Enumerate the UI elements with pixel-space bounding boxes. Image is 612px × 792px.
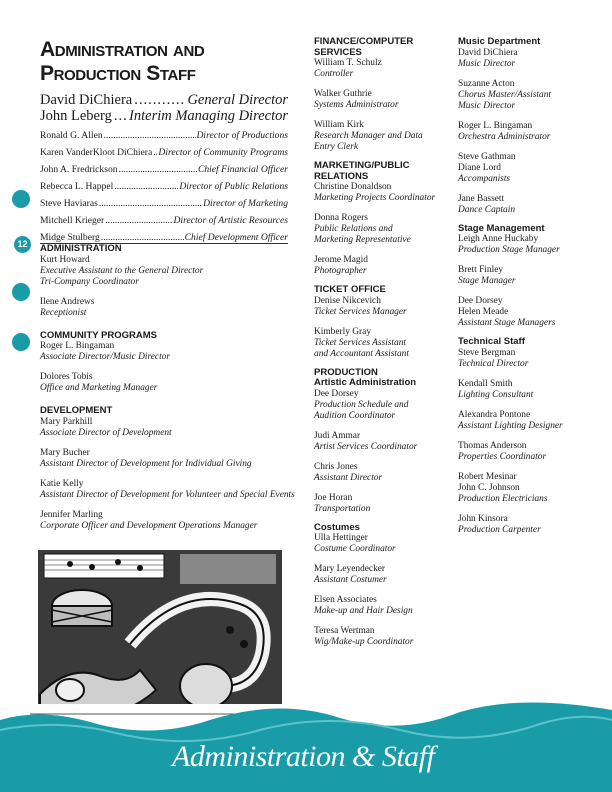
director-row	[40, 164, 288, 175]
director-name: Steve Haviaras	[40, 198, 98, 209]
staff-role: Artist Services Coordinator	[314, 441, 418, 452]
staff-role: Chorus Master/Assistant	[458, 89, 551, 100]
page-number-badge: 12	[14, 236, 31, 253]
leader-row	[40, 108, 288, 125]
leader-name: David DiChiera	[40, 92, 133, 108]
director-name: John A. Fredrickson	[40, 164, 118, 175]
leader-title: Interim Managing Director	[129, 108, 288, 124]
staff-name: Dee Dorsey	[458, 296, 503, 306]
staff-role: and Accountant Assistant	[314, 348, 409, 359]
staff-name: Katie Kelly	[40, 478, 84, 489]
director-row	[40, 198, 288, 209]
director-name: Karen VanderKloot DiChiera	[40, 147, 153, 158]
staff-role: Controller	[314, 69, 354, 79]
staff-role: Dance Captain	[458, 204, 516, 215]
section-heading: SERVICES	[314, 46, 362, 58]
staff-name: David DiChiera	[458, 47, 518, 58]
section-heading: Technical Staff	[458, 336, 525, 347]
staff-role: Make-up and Hair Design	[314, 606, 413, 616]
staff-role: Assistant Stage Managers	[458, 318, 556, 328]
director-row	[40, 147, 288, 158]
staff-role: Photographer	[314, 266, 367, 276]
staff-name: Ilene Andrews	[40, 296, 95, 307]
staff-role: Stage Manager	[458, 276, 516, 286]
staff-name: Kendall Smith	[458, 378, 513, 389]
section-heading: Stage Management	[458, 222, 545, 234]
staff-name: Ulla Hettinger	[314, 533, 368, 543]
staff-name: Chris Jones	[314, 461, 358, 472]
section-heading: TICKET OFFICE	[314, 284, 386, 295]
director-name: Mitchell Krieger	[40, 215, 105, 226]
staff-role: Research Manager and Data	[314, 131, 423, 141]
staff-role: Assistant Lighting Designer	[458, 420, 563, 431]
director-title: Director of Artistic Resources	[173, 215, 288, 226]
section-heading: ADMINISTRATION	[40, 243, 122, 254]
staff-name: Jennifer Marling	[40, 509, 103, 520]
staff-name: John C. Johnson	[458, 482, 520, 493]
decorative-dot	[12, 190, 30, 208]
staff-name: Diane Lord	[458, 162, 501, 173]
staff-name: Roger L. Bingaman	[458, 120, 533, 131]
staff-role: Marketing Representative	[314, 235, 411, 245]
staff-name: Denise Nikcevich	[314, 295, 381, 306]
staff-name: Brett Finley	[458, 265, 504, 275]
director-name: Ronald G. Allen	[40, 130, 103, 141]
leader-title: General Director	[187, 92, 288, 108]
staff-role: Assistant Director	[314, 472, 383, 483]
staff-role: Office and Marketing Manager	[40, 383, 158, 393]
staff-name: Kurt Howard	[40, 254, 90, 265]
column-right	[458, 37, 608, 545]
column-middle	[314, 37, 439, 657]
staff-name: Jerome Magid	[314, 255, 368, 265]
page-title-line-1: Administration and	[40, 38, 205, 61]
staff-name: Dolores Tobis	[40, 372, 93, 382]
staff-role: Accompanists	[458, 173, 511, 184]
column-left	[40, 244, 300, 541]
staff-role: Associate Director/Music Director	[40, 352, 171, 362]
staff-name: Walker Guthrie	[314, 89, 372, 99]
staff-name: Dee Dorsey	[314, 388, 359, 399]
staff-role: Ticket Services Manager	[314, 306, 407, 317]
staff-name: William T. Schulz	[314, 58, 382, 68]
director-title: Director of Community Programs	[158, 147, 288, 158]
staff-role: Technical Director	[458, 358, 529, 369]
subsection-heading: Artistic Administration	[314, 377, 417, 388]
staff-name: Joe Horan	[314, 492, 353, 503]
director-name: Midge Stulberg	[40, 232, 100, 243]
director-title: Director of Public Relations	[179, 181, 288, 192]
staff-role: Ticket Services Assistant	[314, 337, 407, 348]
staff-name: Leigh Anne Huckaby	[458, 234, 539, 244]
staff-role: Wig/Make-up Coordinator	[314, 637, 414, 647]
staff-role: Systems Administrator	[314, 100, 399, 110]
director-name: Rebecca L. Happel	[40, 181, 114, 192]
section-heading: MARKETING/PUBLIC	[314, 160, 410, 171]
staff-name: John Kinsora	[458, 513, 508, 524]
director-title: Director of Productions	[196, 130, 288, 141]
staff-role: Marketing Projects Coordinator	[314, 193, 436, 203]
staff-role: Music Director	[458, 100, 516, 111]
staff-name: Elsen Associates	[314, 595, 377, 605]
staff-role: Public Relations and	[314, 224, 393, 234]
section-heading: Music Department	[458, 36, 541, 47]
staff-role: Production Stage Manager	[458, 245, 560, 255]
staff-role: Music Director	[458, 58, 516, 69]
staff-role: Production Carpenter	[458, 524, 541, 535]
staff-name: Robert Mesinar	[458, 471, 517, 482]
page-title-line-2: Production Staff	[40, 62, 196, 85]
leader-name: John Leberg	[40, 108, 112, 124]
staff-role: Production Electricians	[458, 493, 548, 504]
staff-name: Christine Donaldson	[314, 182, 392, 192]
staff-name: Mary Parkhill	[40, 416, 93, 427]
staff-role: Assistant Director of Development for Individual Giving	[40, 458, 252, 469]
staff-name: Jane Bassett	[458, 193, 505, 204]
staff-name: Donna Rogers	[314, 213, 368, 223]
staff-name: William Kirk	[314, 120, 364, 130]
staff-name: Mary Bucher	[40, 447, 90, 458]
staff-role: Costume Coordinator	[314, 544, 396, 554]
director-row	[40, 215, 288, 226]
staff-name: Alexandra Pontone	[458, 409, 531, 420]
staff-role: Corporate Officer and Development Operations Manager	[40, 520, 258, 531]
staff-role: Transportation	[314, 503, 371, 514]
footer-title: Administration & Staff	[172, 740, 435, 773]
staff-role: Associate Director of Development	[40, 427, 172, 438]
director-row	[40, 181, 288, 192]
staff-role: Receptionist	[40, 307, 87, 318]
section-heading: RELATIONS	[314, 170, 369, 182]
staff-name: Judi Ammar	[314, 430, 361, 441]
staff-name: Steve Gathman	[458, 151, 516, 162]
staff-role: Lighting Consultant	[458, 389, 534, 400]
staff-name: Thomas Anderson	[458, 440, 527, 451]
staff-name: Teresa Wertman	[314, 626, 375, 636]
decorative-dot	[12, 333, 30, 351]
staff-role: Assistant Director of Development for Volunteer and Special Events	[40, 489, 295, 500]
staff-name: Helen Meade	[458, 307, 509, 317]
director-row	[40, 130, 288, 141]
director-title: Director of Marketing	[203, 198, 288, 209]
staff-role: Executive Assistant to the General Director	[40, 265, 204, 276]
subsection-heading: Costumes	[314, 521, 360, 533]
page-title	[40, 38, 280, 86]
director-title: Chief Financial Officer	[197, 164, 288, 175]
staff-role: Entry Clerk	[314, 142, 359, 152]
decorative-dot	[12, 283, 30, 301]
section-heading: DEVELOPMENT	[40, 405, 113, 416]
staff-role: Production Schedule and	[314, 399, 409, 410]
staff-name: Mary Leyendecker	[314, 564, 386, 574]
director-title: Chief Development Officer	[184, 232, 288, 243]
staff-role: Orchestra Administrator	[458, 131, 551, 142]
staff-role: Properties Coordinator	[458, 451, 547, 462]
staff-name: Steve Bergman	[458, 347, 516, 358]
director-row	[40, 232, 288, 243]
leader-row	[40, 92, 288, 109]
staff-name: Roger L. Bingaman	[40, 341, 115, 351]
section-heading: FINANCE/COMPUTER	[314, 36, 414, 47]
staff-role: Audition Coordinator	[314, 410, 396, 421]
section-heading: PRODUCTION	[314, 366, 378, 378]
staff-role: Tri-Company Coordinator	[40, 276, 139, 287]
section-heading: COMMUNITY PROGRAMS	[40, 329, 157, 341]
staff-name: Suzanne Acton	[458, 78, 515, 89]
staff-name: Kimberly Gray	[314, 326, 372, 337]
staff-role: Assistant Costumer	[314, 575, 387, 585]
